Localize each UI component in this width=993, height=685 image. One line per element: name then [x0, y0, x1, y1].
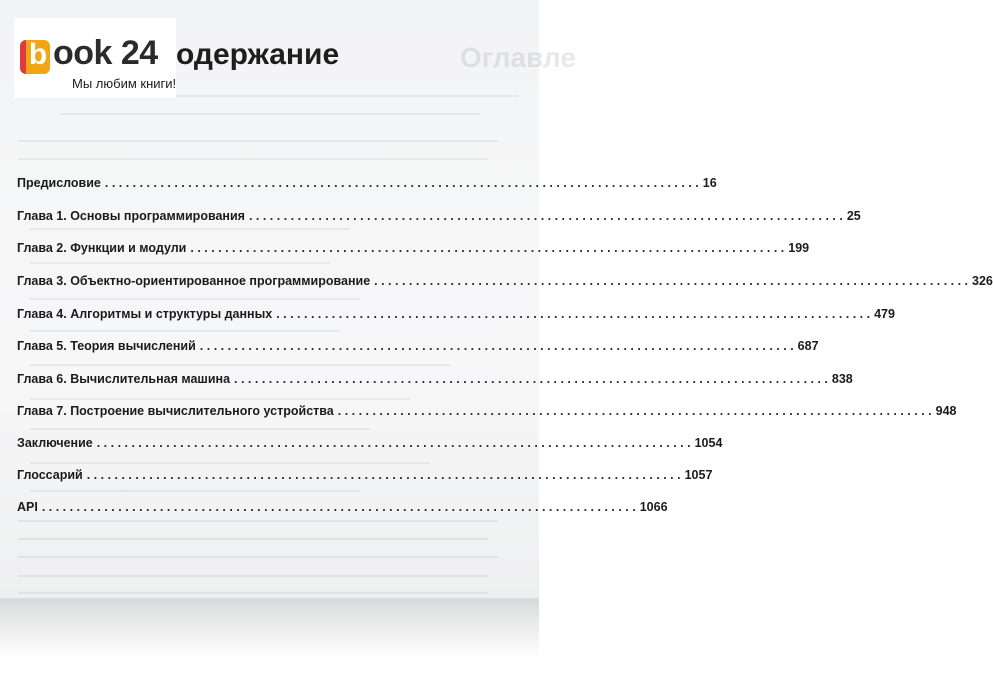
toc-leader-dots — [105, 176, 699, 190]
toc-entry-title: Заключение — [17, 436, 93, 450]
book-logo-icon: b — [20, 40, 50, 74]
toc-leader-dots — [374, 274, 968, 288]
toc-entry-page: 326 — [972, 274, 993, 288]
toc-entry-page: 687 — [797, 339, 819, 353]
toc-entry-title: API — [17, 500, 38, 514]
toc-entry-page: 16 — [702, 176, 717, 190]
toc-entry-page: 948 — [935, 404, 957, 418]
logo-wordmark: ook 24 — [53, 34, 158, 72]
toc-leader-dots — [97, 436, 691, 450]
toc-entry-title: Предисловие — [17, 176, 101, 190]
toc-entry-page: 479 — [874, 307, 895, 321]
toc-entry — [17, 176, 717, 194]
toc-entry-title: Глава 4. Алгоритмы и структуры данных — [17, 307, 273, 321]
toc-leader-dots — [338, 404, 932, 418]
toc-entry-title: Глава 7. Построение вычислительного устройства — [17, 404, 334, 418]
toc-entry — [17, 274, 993, 292]
toc-entry-title: Глава 5. Теория вычислений — [17, 339, 196, 353]
toc-entry-page: 1066 — [639, 500, 668, 514]
toc-entry — [17, 209, 861, 227]
toc-entry — [17, 372, 853, 390]
toc-leader-dots — [234, 372, 828, 386]
toc-entry — [17, 241, 810, 259]
toc-entry-page: 199 — [788, 241, 810, 255]
toc-leader-dots — [276, 307, 870, 321]
toc-entry-page: 25 — [846, 209, 861, 223]
toc-entry — [17, 436, 723, 454]
toc-entry-title: Глава 3. Объектно-ориентированное программирование — [17, 274, 371, 288]
page-bottom-shadow — [0, 598, 539, 658]
toc-entry-title: Глава 2. Функции и модули — [17, 241, 187, 255]
toc-entry — [17, 404, 957, 422]
toc-leader-dots — [87, 468, 681, 482]
toc-leader-dots — [249, 209, 843, 223]
toc-entry — [17, 500, 668, 518]
toc-leader-dots — [200, 339, 794, 353]
toc-entry-title: Глава 6. Вычислительная машина — [17, 372, 231, 386]
toc-entry-page: 1057 — [684, 468, 713, 482]
toc-entry-page: 1054 — [694, 436, 723, 450]
book24-logo — [14, 18, 176, 98]
toc-entry-title: Глава 1. Основы программирования — [17, 209, 245, 223]
toc-leader-dots — [42, 500, 636, 514]
logo-tagline: Мы любим книги! — [72, 76, 177, 91]
page-title: одержание — [176, 38, 340, 71]
bleed-through-heading: Оглавле — [460, 42, 576, 73]
toc-entry — [17, 307, 895, 325]
toc-entry — [17, 468, 713, 486]
toc-leader-dots — [190, 241, 784, 255]
toc-entry-title: Глоссарий — [17, 468, 83, 482]
toc-entry-page: 838 — [831, 372, 853, 386]
toc-entry — [17, 339, 819, 357]
